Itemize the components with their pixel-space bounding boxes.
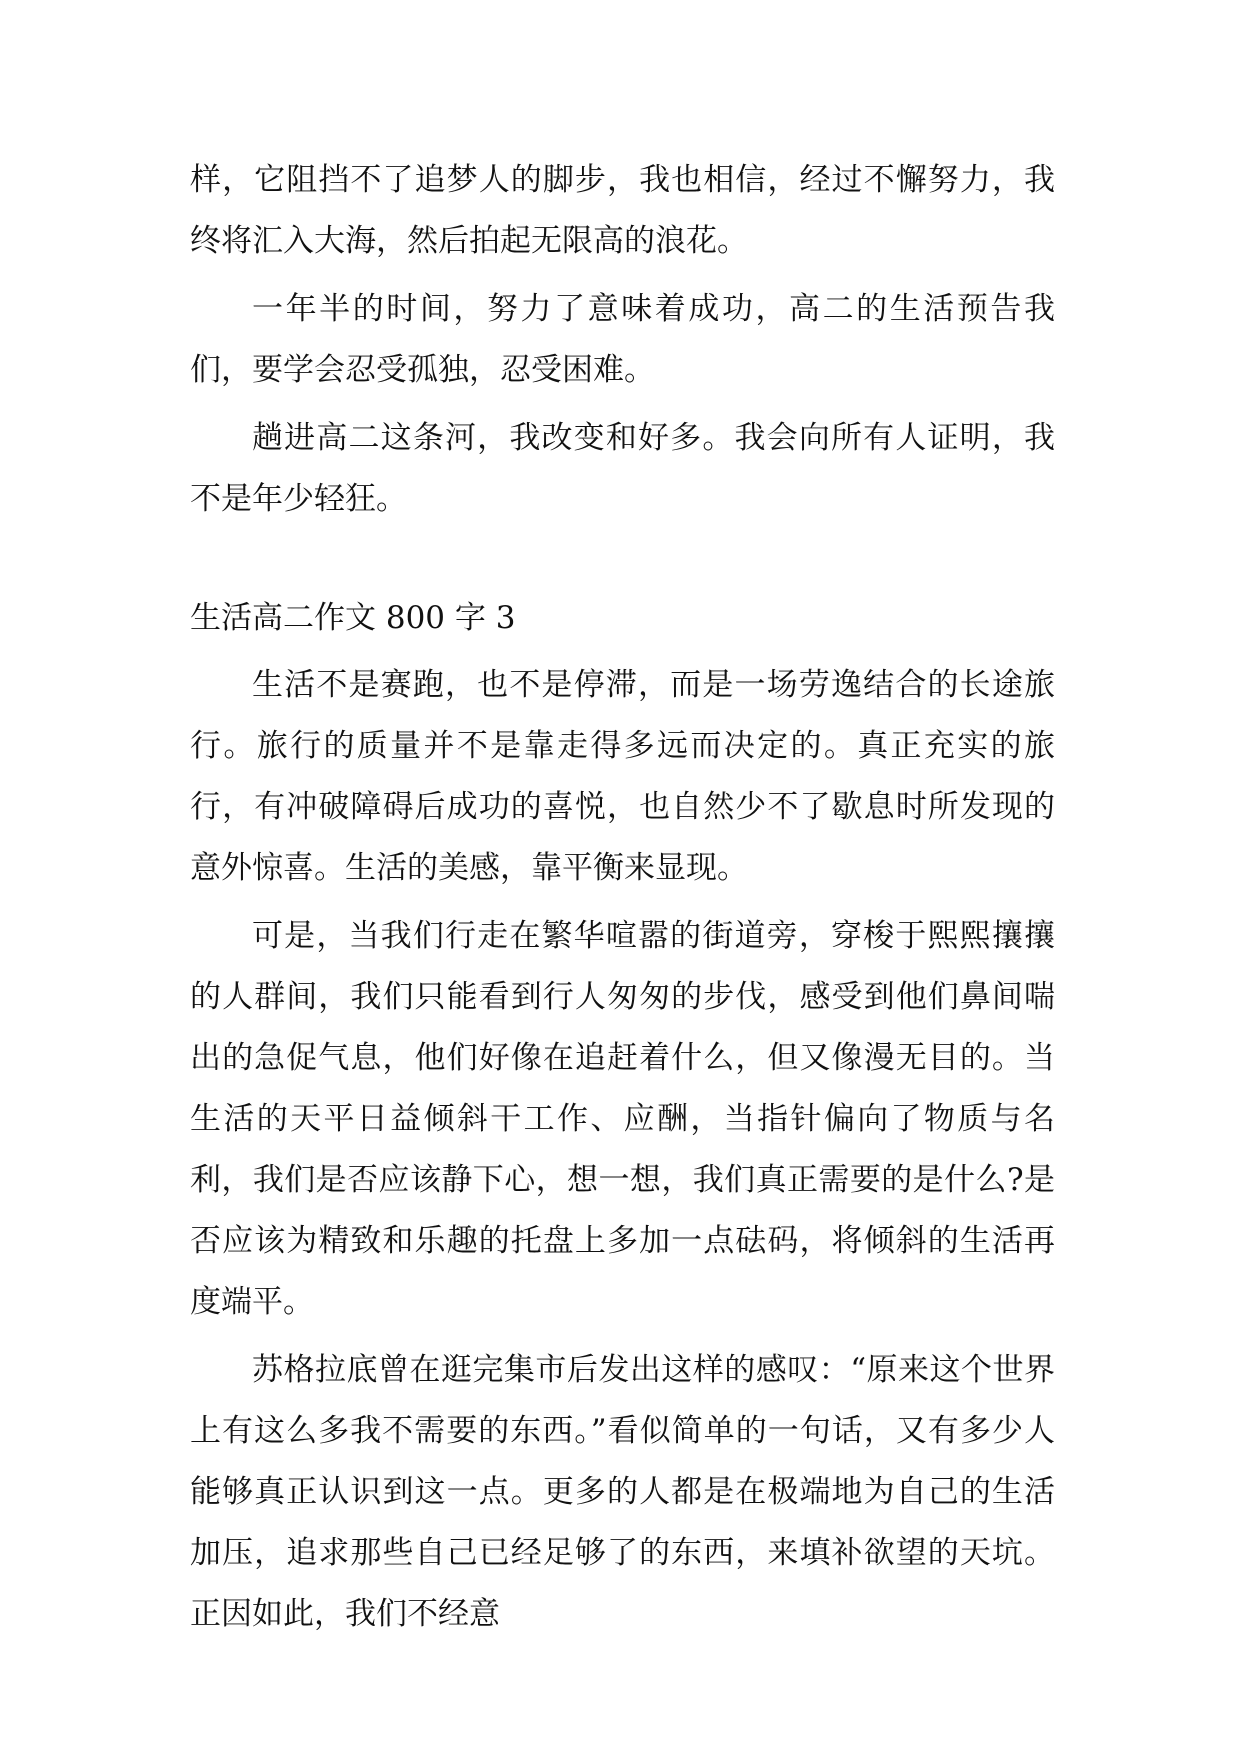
document-body [190, 150, 1055, 1652]
paragraph: 一年半的时间，努力了意味着成功，高二的生活预告我们，要学会忍受孤独，忍受困难。 [190, 291, 1055, 388]
paragraph-continuation: 样，它阻挡不了追梦人的脚步，我也相信，经过不懈努力，我终将汇入大海，然后拍起无限高的浪花。 [190, 162, 1055, 259]
section-heading: 生活高二作文 800 字 3 [190, 600, 516, 636]
paragraph: 趟进高二这条河，我改变和好多。我会向所有人证明，我不是年少轻狂。 [190, 420, 1055, 517]
paragraph: 生活不是赛跑，也不是停滞，而是一场劳逸结合的长途旅行。旅行的质量并不是靠走得多远而决定的。真正充实的旅行，有冲破障碍后成功的喜悦，也自然少不了歇息时所发现的意外惊喜。生活的美感，靠平衡来显现。 [190, 667, 1055, 886]
paragraph: 苏格拉底曾在逛完集市后发出这样的感叹：“原来这个世界上有这么多我不需要的东西。”看似简单的一句话，又有多少人能够真正认识到这一点。更多的人都是在极端地为自己的生活加压，追求那些自己已经足够了的东西，来填补欲望的天坑。正因如此，我们不经意 [190, 1352, 1055, 1632]
paragraph: 可是，当我们行走在繁华喧嚣的街道旁，穿梭于熙熙攘攘的人群间，我们只能看到行人匆匆的步伐，感受到他们鼻间喘出的急促气息，他们好像在追赶着什么，但又像漫无目的。当生活的天平日益倾斜干工作、应酬，当指针偏向了物质与名利，我们是否应该静下心，想一想，我们真正需要的是什么?是否应该为精致和乐趣的托盘上多加一点砝码，将倾斜的生活再度端平。 [190, 918, 1055, 1320]
